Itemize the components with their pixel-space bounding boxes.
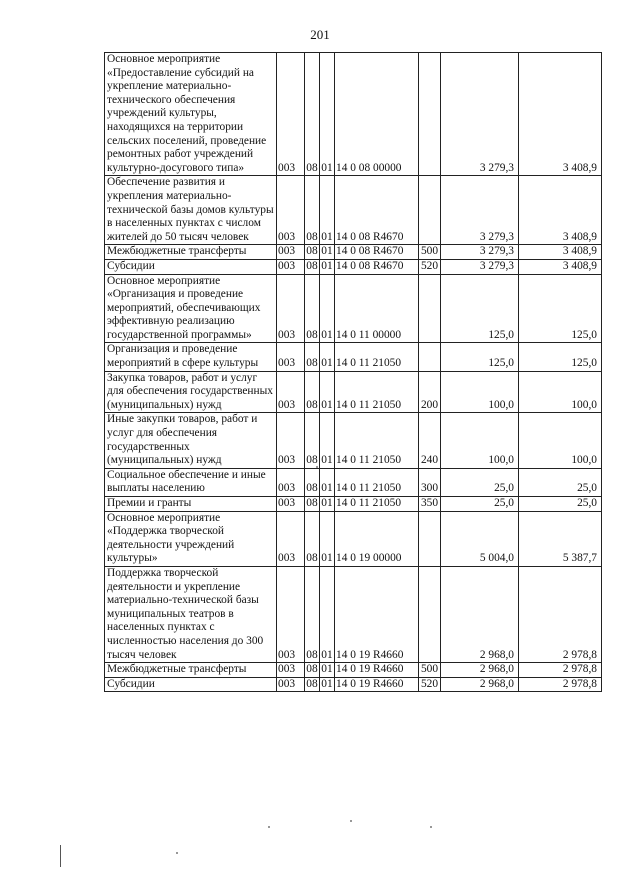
- cell-mnp: 003: [277, 511, 305, 566]
- cell-v2: 5 387,7: [519, 511, 602, 566]
- scan-edge-mark: [60, 845, 61, 867]
- cell-csr: 14 0 11 21050: [335, 371, 419, 413]
- cell-v1: 125,0: [441, 274, 519, 343]
- cell-csr: 14 0 08 R4670: [335, 245, 419, 260]
- cell-v1: 100,0: [441, 371, 519, 413]
- cell-csr: 14 0 11 21050: [335, 343, 419, 371]
- cell-rz: 08: [305, 259, 320, 274]
- cell-pr: 01: [320, 259, 335, 274]
- cell-csr: 14 0 11 00000: [335, 274, 419, 343]
- cell-csr: 14 0 11 21050: [335, 413, 419, 468]
- cell-pr: 01: [320, 663, 335, 678]
- cell-v1: 25,0: [441, 497, 519, 512]
- cell-v2: 2 978,8: [519, 677, 602, 692]
- cell-v2: 3 408,9: [519, 176, 602, 245]
- cell-v2: 125,0: [519, 343, 602, 371]
- table-row: [105, 343, 602, 371]
- page-number: 201: [310, 27, 330, 42]
- table-row: [105, 663, 602, 678]
- cell-rz: 08: [305, 497, 320, 512]
- cell-rz: 08: [305, 53, 320, 176]
- cell-name: Межбюджетные трансферты: [105, 245, 277, 260]
- table-row: [105, 677, 602, 692]
- cell-v1: 25,0: [441, 468, 519, 496]
- table-row: [105, 511, 602, 566]
- cell-pr: 01: [320, 511, 335, 566]
- cell-v1: 3 279,3: [441, 259, 519, 274]
- cell-mnp: 003: [277, 53, 305, 176]
- cell-pr: 01: [320, 566, 335, 662]
- cell-vr: [419, 511, 441, 566]
- cell-v2: 3 408,9: [519, 245, 602, 260]
- table-row: [105, 53, 602, 176]
- cell-name: Поддержка творческой деятельности и укрепление материально-технической базы муниципальных театров в населенных пунктах с численностью населения до 300 тысяч человек: [105, 566, 277, 662]
- cell-csr: 14 0 08 00000: [335, 53, 419, 176]
- table-row: [105, 497, 602, 512]
- cell-pr: 01: [320, 176, 335, 245]
- cell-v2: 3 408,9: [519, 53, 602, 176]
- cell-rz: 08: [305, 677, 320, 692]
- cell-mnp: 003: [277, 497, 305, 512]
- cell-v1: 2 968,0: [441, 677, 519, 692]
- cell-vr: 520: [419, 677, 441, 692]
- cell-pr: 01: [320, 371, 335, 413]
- cell-name: Премии и гранты: [105, 497, 277, 512]
- cell-name: Обеспечение развития и укрепления материально-технической базы домов культуры в населенных пунктах с числом жителей до 50 тысяч человек: [105, 176, 277, 245]
- scan-speck: [316, 466, 318, 468]
- scan-speck: [430, 826, 432, 828]
- cell-v2: 100,0: [519, 413, 602, 468]
- cell-v1: 5 004,0: [441, 511, 519, 566]
- cell-csr: 14 0 11 21050: [335, 497, 419, 512]
- cell-pr: 01: [320, 53, 335, 176]
- table-row: [105, 259, 602, 274]
- cell-vr: [419, 53, 441, 176]
- cell-mnp: 003: [277, 176, 305, 245]
- scan-speck: [268, 826, 270, 828]
- cell-v2: 100,0: [519, 371, 602, 413]
- cell-v2: 2 978,8: [519, 663, 602, 678]
- cell-vr: [419, 176, 441, 245]
- table-row: [105, 274, 602, 343]
- cell-name: Основное мероприятие «Организация и проведение мероприятий, обеспечивающих эффективную реализацию государственной программы»: [105, 274, 277, 343]
- cell-rz: 08: [305, 663, 320, 678]
- cell-mnp: 003: [277, 371, 305, 413]
- cell-name: Межбюджетные трансферты: [105, 663, 277, 678]
- table-row: [105, 413, 602, 468]
- table-row: [105, 566, 602, 662]
- cell-vr: 500: [419, 663, 441, 678]
- cell-mnp: 003: [277, 663, 305, 678]
- cell-v1: 3 279,3: [441, 245, 519, 260]
- cell-vr: 520: [419, 259, 441, 274]
- cell-v1: 3 279,3: [441, 176, 519, 245]
- cell-v2: 25,0: [519, 497, 602, 512]
- cell-vr: [419, 343, 441, 371]
- cell-mnp: 003: [277, 343, 305, 371]
- cell-mnp: 003: [277, 274, 305, 343]
- cell-name: Закупка товаров, работ и услуг для обеспечения государственных (муниципальных) нужд: [105, 371, 277, 413]
- cell-mnp: 003: [277, 677, 305, 692]
- cell-csr: 14 0 11 21050: [335, 468, 419, 496]
- cell-pr: 01: [320, 245, 335, 260]
- table-row: [105, 176, 602, 245]
- scan-speck: [176, 852, 178, 854]
- cell-v1: 100,0: [441, 413, 519, 468]
- cell-v2: 3 408,9: [519, 259, 602, 274]
- cell-pr: 01: [320, 497, 335, 512]
- cell-name: Организация и проведение мероприятий в сфере культуры: [105, 343, 277, 371]
- cell-name: Субсидии: [105, 677, 277, 692]
- cell-v2: 125,0: [519, 274, 602, 343]
- cell-mnp: 003: [277, 468, 305, 496]
- cell-v1: 125,0: [441, 343, 519, 371]
- scan-speck: [350, 820, 352, 822]
- cell-vr: 350: [419, 497, 441, 512]
- cell-vr: 300: [419, 468, 441, 496]
- cell-rz: 08: [305, 176, 320, 245]
- cell-mnp: 003: [277, 245, 305, 260]
- cell-mnp: 003: [277, 566, 305, 662]
- cell-pr: 01: [320, 413, 335, 468]
- cell-vr: [419, 566, 441, 662]
- cell-csr: 14 0 19 00000: [335, 511, 419, 566]
- cell-rz: 08: [305, 371, 320, 413]
- cell-v2: 2 978,8: [519, 566, 602, 662]
- cell-vr: 200: [419, 371, 441, 413]
- cell-pr: 01: [320, 343, 335, 371]
- cell-name: Социальное обеспечение и иные выплаты населению: [105, 468, 277, 496]
- cell-rz: 08: [305, 511, 320, 566]
- cell-mnp: 003: [277, 413, 305, 468]
- cell-v1: 2 968,0: [441, 663, 519, 678]
- cell-vr: 500: [419, 245, 441, 260]
- cell-rz: 08: [305, 245, 320, 260]
- cell-name: Субсидии: [105, 259, 277, 274]
- cell-pr: 01: [320, 677, 335, 692]
- cell-vr: 240: [419, 413, 441, 468]
- table-row: [105, 371, 602, 413]
- table-body: [105, 53, 602, 692]
- cell-csr: 14 0 08 R4670: [335, 259, 419, 274]
- cell-pr: 01: [320, 274, 335, 343]
- cell-name: Основное мероприятие «Поддержка творческой деятельности учреждений культуры»: [105, 511, 277, 566]
- cell-rz: 08: [305, 274, 320, 343]
- cell-csr: 14 0 08 R4670: [335, 176, 419, 245]
- cell-rz: 08: [305, 468, 320, 496]
- cell-csr: 14 0 19 R4660: [335, 677, 419, 692]
- cell-v1: 2 968,0: [441, 566, 519, 662]
- table-row: [105, 468, 602, 496]
- cell-name: Основное мероприятие «Предоставление субсидий на укрепление материально-технического обеспечения учреждений культуры, находящихся на территории сельских поселений, проведение ремонтных работ учреждений культурно-досугового типа»: [105, 53, 277, 176]
- cell-name: Иные закупки товаров, работ и услуг для обеспечения государственных (муниципальных) нужд: [105, 413, 277, 468]
- cell-csr: 14 0 19 R4660: [335, 566, 419, 662]
- cell-csr: 14 0 19 R4660: [335, 663, 419, 678]
- cell-vr: [419, 274, 441, 343]
- budget-table: [104, 52, 602, 692]
- cell-pr: 01: [320, 468, 335, 496]
- cell-rz: 08: [305, 413, 320, 468]
- cell-v1: 3 279,3: [441, 53, 519, 176]
- table-row: [105, 245, 602, 260]
- cell-mnp: 003: [277, 259, 305, 274]
- cell-rz: 08: [305, 566, 320, 662]
- cell-v2: 25,0: [519, 468, 602, 496]
- cell-rz: 08: [305, 343, 320, 371]
